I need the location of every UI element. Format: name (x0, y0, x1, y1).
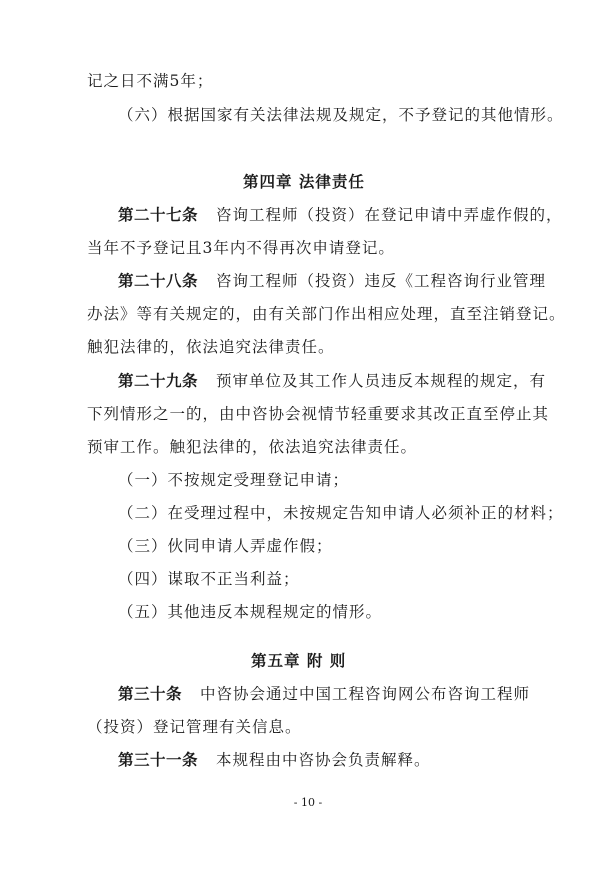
page-number: - 10 - (293, 796, 323, 809)
article-28-label: 第二十八条 (118, 272, 199, 290)
article-29-continuation: 下列情形之一的，由中咨协会视情节轻重要求其改正直至停止其 (87, 405, 550, 423)
list-item: （五）其他违反本规程规定的情形。 (118, 603, 383, 621)
article-28-continuation: 触犯法律的，依法追究法律责任。 (87, 338, 335, 356)
article-31-label: 第三十一条 (118, 751, 199, 769)
article-30-text: 中咨协会通过中国工程咨询网公布咨询工程师 (200, 685, 531, 703)
list-item: （四）谋取不正当利益； (118, 570, 300, 588)
article-28-text: 咨询工程师（投资）违反《工程咨询行业管理 (216, 272, 547, 290)
list-item: （二）在受理过程中，未按规定告知申请人必须补正的材料； (118, 504, 564, 522)
chapter-4-title: 第四章 法律责任 (243, 173, 365, 191)
article-29-text: 预审单位及其工作人员违反本规程的规定，有 (216, 372, 547, 390)
article-28-continuation: 办法》等有关规定的，由有关部门作出相应处理，直至注销登记。 (87, 305, 566, 323)
article-29 (118, 371, 546, 391)
article-30-label: 第三十条 (118, 685, 183, 703)
article-27-label: 第二十七条 (118, 206, 199, 224)
clause-six: （六）根据国家有关法律法规及规定，不予登记的其他情形。 (118, 106, 564, 124)
article-28 (118, 271, 546, 291)
continuation-line: 记之日不满5年； (87, 72, 214, 90)
article-31 (118, 750, 431, 770)
article-27 (118, 205, 563, 225)
list-item: （三）伙同申请人弄虚作假； (118, 537, 333, 555)
article-27-text: 咨询工程师（投资）在登记申请中弄虚作假的， (216, 206, 563, 224)
chapter-5-title: 第五章 附 则 (251, 652, 347, 670)
article-30-continuation: （投资）登记管理有关信息。 (87, 718, 302, 736)
article-29-continuation: 预审工作。触犯法律的，依法追究法律责任。 (87, 438, 418, 456)
list-item: （一）不按规定受理登记申请； (118, 471, 350, 489)
article-27-continuation: 当年不予登记且3年内不得再次申请登记。 (87, 239, 395, 257)
article-29-label: 第二十九条 (118, 372, 199, 390)
article-30 (118, 684, 530, 704)
article-31-text: 本规程由中咨协会负责解释。 (216, 751, 431, 769)
